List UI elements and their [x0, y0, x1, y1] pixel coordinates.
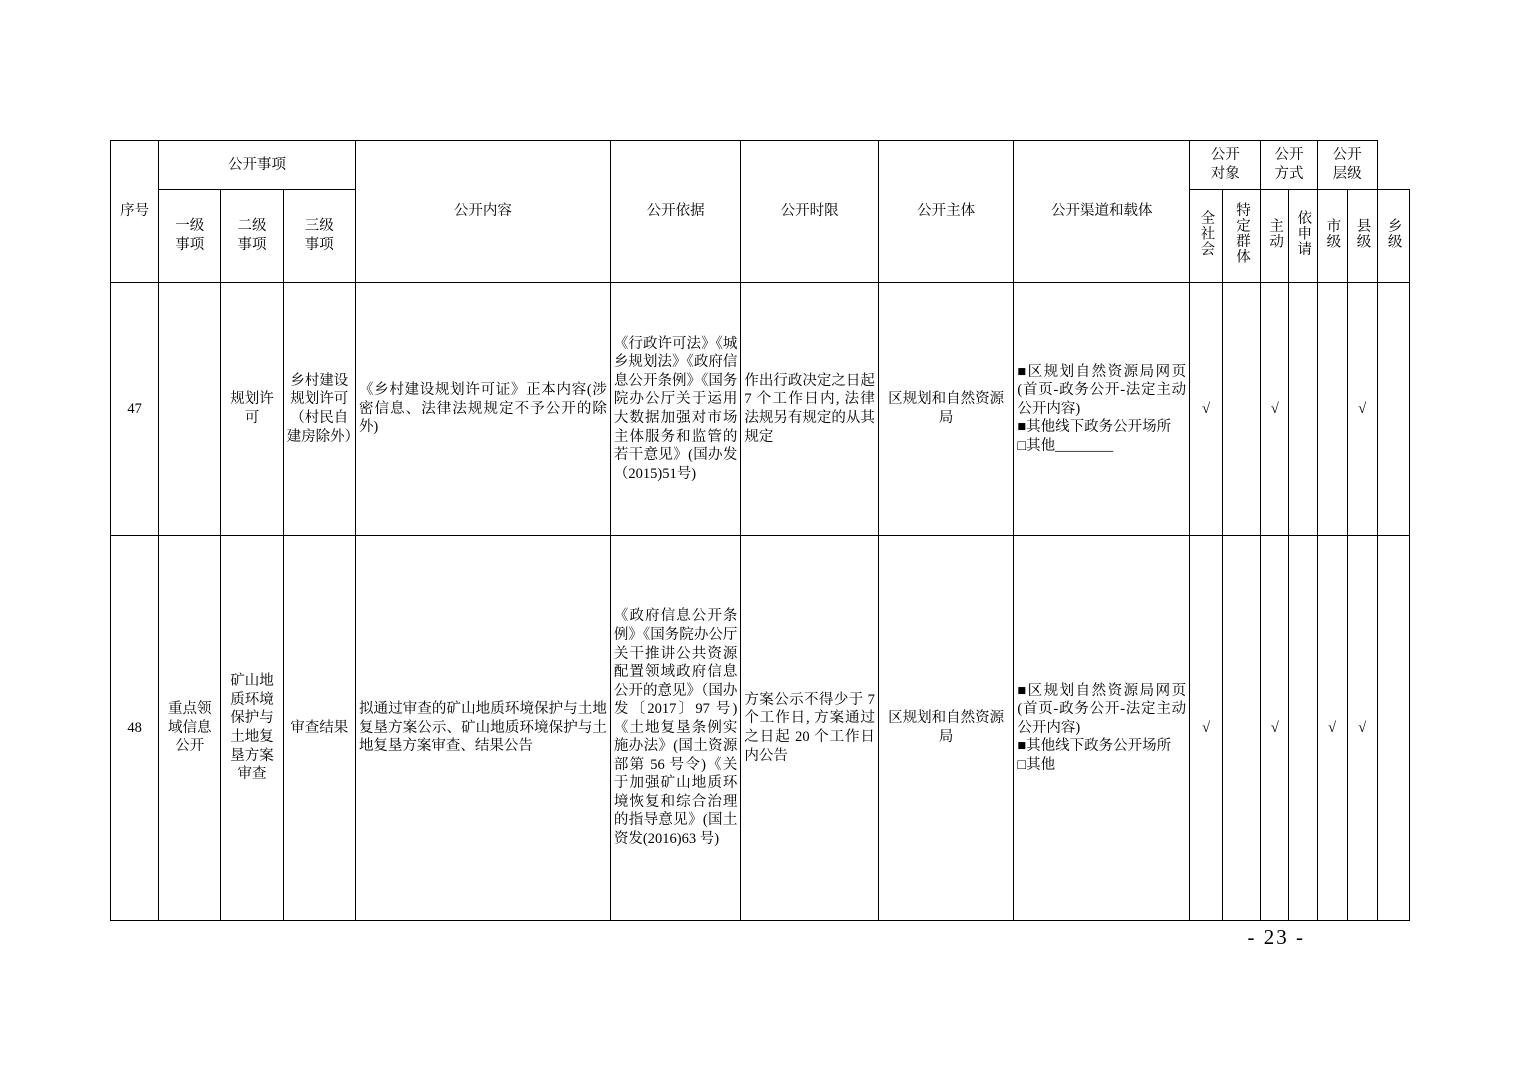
header-seq: 序号 [111, 141, 159, 283]
header-subject: 公开主体 [878, 141, 1014, 283]
page-number: - 23 - [1247, 925, 1305, 949]
header-method [1261, 141, 1317, 190]
row-content: 拟通过审查的矿山地质环境保护与土地复垦方案公示、矿山地质环境保护与土地复垦方案审查、结果公告 [355, 536, 610, 921]
header-level-city: 市级 [1317, 190, 1347, 283]
header-basis: 公开依据 [610, 141, 740, 283]
row-channel-line2: ■其他线下政务公开场所 [1017, 419, 1172, 436]
row-level2: 矿山地质环境保护与土地复垦方案审查 [221, 536, 283, 921]
header-content: 公开内容 [355, 141, 610, 283]
table-header-row-1 [111, 141, 1410, 190]
header-object-line2: 对象 [1210, 166, 1240, 182]
header-level1-line2: 事项 [175, 237, 205, 253]
row-level-city [1317, 283, 1347, 536]
disclosure-table [110, 140, 1410, 921]
row-method-active: √ [1261, 536, 1289, 921]
row-channel-line1: ■区规划自然资源局网页(首页-政务公开-法定主动公开内容) [1017, 363, 1187, 417]
header-level2-line1: 二级 [237, 218, 267, 235]
row-channel [1014, 536, 1190, 921]
row-level3: 乡村建设规划许可（村民自建房除外） [283, 283, 355, 536]
header-method-request: 依申请 [1289, 190, 1317, 283]
row-level-town [1377, 536, 1409, 921]
row-method-request [1289, 283, 1317, 536]
row-channel-line3: □其他________ [1017, 437, 1114, 454]
row-method-request [1289, 536, 1317, 921]
row-level-city: √ [1317, 536, 1347, 921]
header-method-line1: 公开 [1274, 147, 1304, 164]
row-subject: 区规划和自然资源局 [878, 536, 1014, 921]
row-level1: 重点领域信息公开 [159, 536, 221, 921]
header-timelimit: 公开时限 [741, 141, 879, 283]
table-row [111, 283, 1410, 536]
header-level-line2: 层级 [1332, 166, 1362, 182]
header-level-county: 县级 [1347, 190, 1377, 283]
header-level2 [221, 190, 283, 283]
row-timelimit: 作出行政决定之日起 7 个工作日内, 法律法规另有规定的从其规定 [741, 283, 879, 536]
row-level1 [159, 283, 221, 536]
row-basis: 《行政许可法》《城乡规划法》《政府信息公开条例》《国务院办公厅关于运用大数据加强对市场主体服务和监管的若干意见》(国办发（2015)51号) [610, 283, 740, 536]
row-basis: 《政府信息公开条例》《国务院办公厅关干推讲公共资源配置领域政府信息公开的意见》（国办发〔2017〕97 号)《土地复垦条例实施办法》(国土资源部第 56 号令)《关于加强矿山地质环境恢复和综合治理的指导意见》(国土资发(2016)63 号) [610, 536, 740, 921]
header-group-items: 公开事项 [159, 141, 356, 190]
header-object-specific: 特定群体 [1223, 190, 1261, 283]
row-timelimit: 方案公示不得少于 7 个工作日, 方案通过之日起 20 个工作日内公告 [741, 536, 879, 921]
row-seq: 48 [111, 536, 159, 921]
header-level [1317, 141, 1377, 190]
row-method-active: √ [1261, 283, 1289, 536]
header-level3 [283, 190, 355, 283]
row-level2: 规划许可 [221, 283, 283, 536]
row-seq: 47 [111, 283, 159, 536]
table-row [111, 536, 1410, 921]
header-level2-line2: 事项 [237, 237, 267, 253]
header-level3-line2: 事项 [304, 237, 334, 253]
header-level-line1: 公开 [1332, 147, 1362, 164]
row-level-county: √ [1347, 536, 1377, 921]
header-object [1190, 141, 1261, 190]
row-level-town [1377, 283, 1409, 536]
header-object-line1: 公开 [1210, 147, 1240, 164]
row-object-all: √ [1190, 536, 1223, 921]
header-level1-line1: 一级 [175, 218, 205, 235]
row-level-county: √ [1347, 283, 1377, 536]
row-channel-line1: ■区规划自然资源局网页(首页-政务公开-法定主动公开内容) [1017, 682, 1187, 736]
header-method-active: 主动 [1261, 190, 1289, 283]
header-level-town: 乡级 [1377, 190, 1409, 283]
row-object-specific [1223, 283, 1261, 536]
header-method-line2: 方式 [1274, 166, 1304, 182]
row-channel [1014, 283, 1190, 536]
row-level3: 审查结果 [283, 536, 355, 921]
header-level1 [159, 190, 221, 283]
row-object-specific [1223, 536, 1261, 921]
row-content: 《乡村建设规划许可证》正本内容(涉密信息、法律法规规定不予公开的除外) [355, 283, 610, 536]
header-object-all: 全社会 [1190, 190, 1223, 283]
header-level3-line1: 三级 [304, 218, 334, 235]
row-object-all: √ [1190, 283, 1223, 536]
row-channel-line2: ■其他线下政务公开场所 [1017, 738, 1172, 755]
row-subject: 区规划和自然资源局 [878, 283, 1014, 536]
header-channel: 公开渠道和载体 [1014, 141, 1190, 283]
row-channel-line3: □其他 [1017, 756, 1056, 773]
